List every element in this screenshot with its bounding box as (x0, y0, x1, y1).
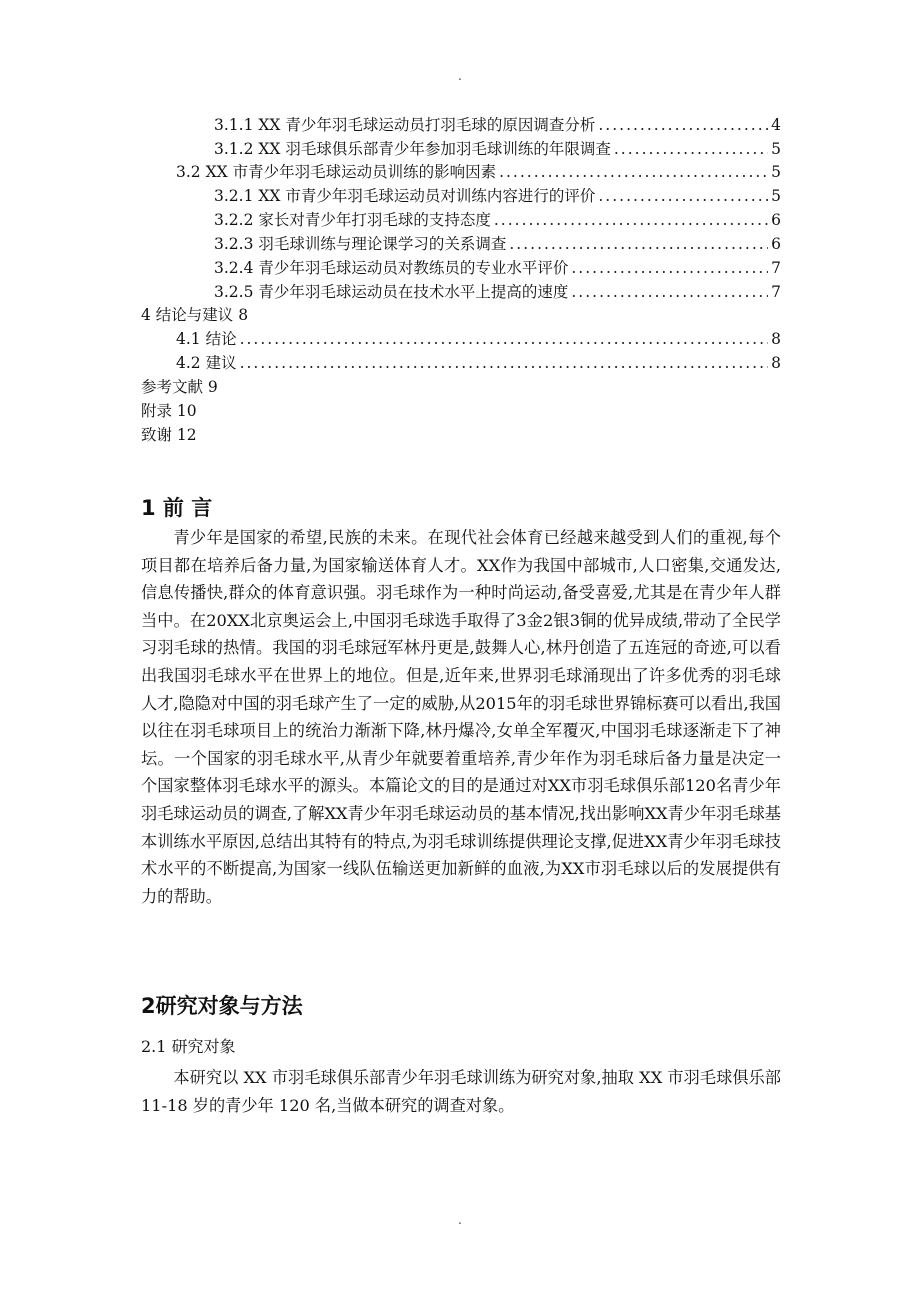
methods-paragraph: 本研究以 XX 市羽毛球俱乐部青少年羽毛球训练为研究对象,抽取 XX 市羽毛球俱乐部 11-18 岁的青少年 120 名,当做本研究的调查对象。 (141, 1068, 781, 1115)
toc-entry-page: 4 (771, 116, 781, 134)
toc-entry-page: 5 (771, 187, 781, 205)
preface-paragraph: 青少年是国家的希望,民族的未来。在现代社会体育已经越来越受到人们的重视,每个项目都在培养后备力量,为国家输送体育人才。XX作为我国中部城市,人口密集,交通发达,信息传播快,群众的体育意识强。羽毛球作为一种时尚运动,备受喜爱,尤其是在青少年人群当中。在20XX北京奥运会上,中国羽毛球选手取得了3金2银3铜的优异成绩,带动了全民学习羽毛球的热情。我国的羽毛球冠军林丹更是,鼓舞人心,林丹创造了五连冠的奇迹,可以看出我国羽毛球水平在世界上的地位。但是,近年来,世界羽毛球涌现出了许多优秀的羽毛球人才,隐隐对中国的羽毛球产生了一定的威胁,从2015年的羽毛球世界锦标赛可以看出,我国以往在羽毛球项目上的统治力渐渐下降,林丹爆冷,女单全军覆灭,中国羽毛球逐渐走下了神坛。一个国家的羽毛球水平,从青少年就要着重培养,青少年作为羽毛球后备力量是决定一个国家整体羽毛球水平的源头。本篇论文的目的是通过对XX市羽毛球俱乐部120名青少年羽毛球运动员的调查,了解XX青少年羽毛球运动员的基本情况,找出影响XX青少年羽毛球基本训练水平原因,总结出其特有的特点,为羽毛球训练提供理论支撑,促进XX青少年羽毛球技术水平的不断提高,为国家一线队伍输送更加新鲜的血液,为XX市羽毛球以后的发展提供有力的帮助。 (141, 528, 781, 906)
toc-entry-title: 4.1 结论 (176, 330, 237, 348)
toc-entry[interactable] (176, 351, 781, 375)
footer-mark: . (458, 1213, 462, 1227)
toc-leader (240, 327, 769, 351)
toc-entry-chapter[interactable]: 4 结论与建议 8 (141, 306, 249, 324)
toc-entry-title: 3.2 XX 市青少年羽毛球运动员训练的影响因素 (176, 163, 497, 181)
toc-leader (598, 184, 768, 208)
toc-entry-page: 7 (771, 283, 781, 301)
toc-leader (571, 256, 768, 280)
toc-entry[interactable] (214, 232, 781, 256)
toc-leader (509, 232, 768, 256)
toc-entry-title: 4.2 建议 (176, 354, 237, 372)
toc-leader (614, 137, 768, 161)
toc-entry-page: 5 (771, 163, 781, 181)
toc-entry-page: 8 (771, 330, 781, 348)
toc-leader (499, 160, 768, 184)
toc-entry-title: 3.2.2 家长对青少年打羽毛球的支持态度 (214, 211, 491, 229)
toc-leader (240, 351, 769, 375)
toc-entry-page: 5 (771, 140, 781, 158)
toc-entry[interactable] (214, 208, 781, 232)
header-mark: . (458, 69, 462, 83)
toc-entry[interactable] (176, 160, 781, 184)
toc-entry[interactable] (214, 137, 781, 161)
toc-entry-references[interactable]: 参考文献 9 (141, 378, 218, 396)
toc-entry-title: 3.1.1 XX 青少年羽毛球运动员打羽毛球的原因调查分析 (214, 116, 596, 134)
toc-entry-title: 3.2.3 羽毛球训练与理论课学习的关系调查 (214, 235, 507, 253)
section-title-preface: 1 前 言 (141, 496, 213, 520)
toc-entry-page: 8 (771, 354, 781, 372)
section-title-methods: 2研究对象与方法 (141, 994, 303, 1018)
toc-entry-title: 3.2.4 青少年羽毛球运动员对教练员的专业水平评价 (214, 259, 569, 277)
subsection-title-subjects: 2.1 研究对象 (141, 1037, 236, 1056)
toc-entry-acknowledgements[interactable]: 致谢 12 (141, 426, 197, 444)
toc-entry[interactable] (214, 280, 781, 304)
toc-entry-title: 3.2.5 青少年羽毛球运动员在技术水平上提高的速度 (214, 283, 569, 301)
toc-entry-appendix[interactable]: 附录 10 (141, 402, 197, 420)
toc-entry[interactable] (214, 184, 781, 208)
toc-entry[interactable] (214, 113, 781, 137)
toc-entry[interactable] (176, 327, 781, 351)
toc-entry-page: 7 (771, 259, 781, 277)
toc-leader (494, 208, 768, 232)
toc-leader (598, 113, 768, 137)
toc-leader (571, 280, 768, 304)
toc-entry-title: 3.2.1 XX 市青少年羽毛球运动员对训练内容进行的评价 (214, 187, 596, 205)
toc-entry[interactable] (214, 256, 781, 280)
toc-entry-title: 3.1.2 XX 羽毛球俱乐部青少年参加羽毛球训练的年限调查 (214, 140, 611, 158)
toc-entry-page: 6 (771, 211, 781, 229)
toc-entry-page: 6 (771, 235, 781, 253)
